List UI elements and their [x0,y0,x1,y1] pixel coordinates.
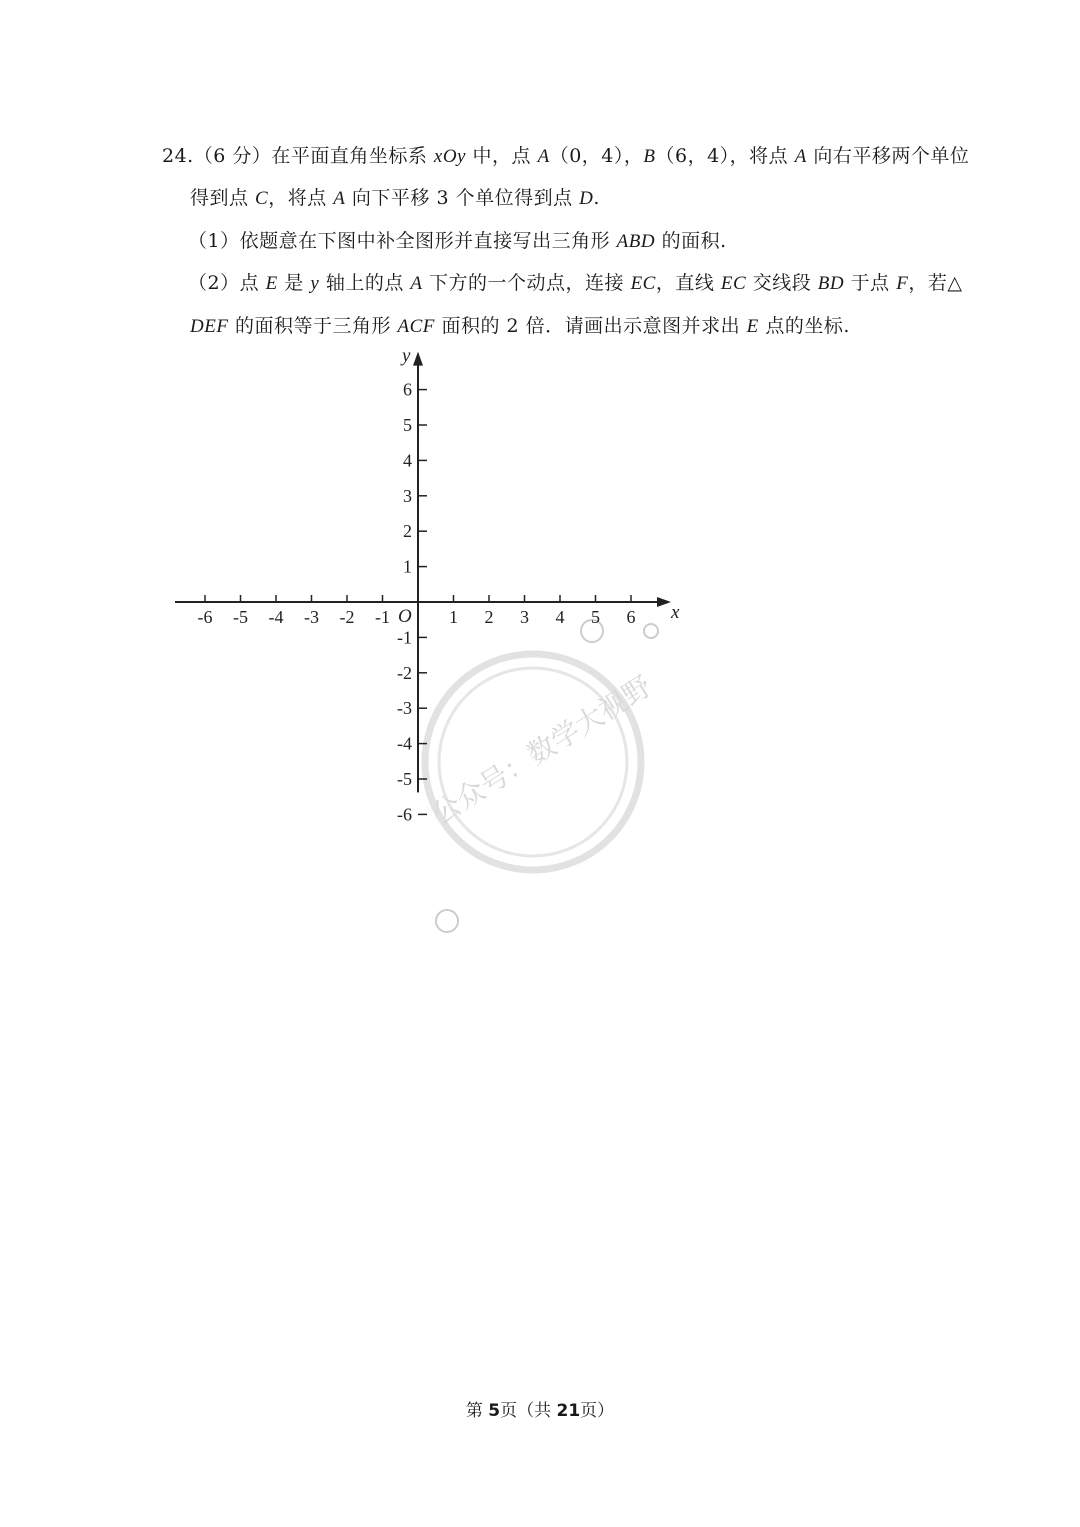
decor-circle [644,624,658,638]
triangle-abd: ABD [616,231,656,252]
part1-text: 的面积. [655,230,727,252]
stem-text: 向下平移 3 个单位得到点 [345,187,580,209]
y-axis-ref: y [310,273,320,294]
part2-text: 交线段 [746,272,818,294]
part2-text: 面积的 2 倍．请画出示意图并求出 [434,315,747,337]
x-tick-label: -2 [339,607,355,627]
x-tick-label: 5 [591,607,600,627]
x-tick-label: 1 [449,607,458,627]
y-tick-label: -2 [397,662,412,683]
x-tick-label: -3 [304,607,319,627]
part1-text: （1）依题意在下图中补全图形并直接写出三角形 [188,230,617,252]
segment-bd: BD [817,273,845,294]
y-tick-label: 1 [403,556,412,577]
part2-text: 是 [277,272,311,294]
problem-number: 24. [162,145,194,167]
stem-text: 得到点 [190,187,256,209]
segment-ec: EC [630,273,656,294]
part2-text: 的面积等于三角形 [228,315,398,337]
part2-text: 于点 [844,272,897,294]
part2-text: ，直线 [655,272,721,294]
point-e: E [746,316,759,337]
point-a: A [410,273,423,294]
problem-points: （6 分） [193,145,272,167]
x-tick-label: 3 [520,607,529,627]
watermark [425,620,658,932]
x-axis-label: x [671,602,680,623]
footer-text: 页） [580,1401,615,1421]
point-b: B [643,146,656,167]
point-d: D [579,188,594,209]
y-axis-arrow [413,352,423,366]
line-ec: EC [720,273,747,294]
y-tick-label: 2 [403,521,412,542]
origin-label: O [398,606,412,627]
y-tick-label: -5 [397,769,412,789]
decor-circle [436,910,458,932]
x-tick-label: 2 [484,607,494,627]
stem-text: （6，4），将点 [655,145,795,167]
y-tick-label: -4 [397,733,412,754]
part2-text: （2）点 [188,272,266,294]
page-total: 21 [556,1401,581,1421]
part2-text: ，若△ [908,272,963,294]
point-c: C [255,188,269,209]
y-tick-label: 4 [403,450,412,471]
footer-text: 页（共 [500,1401,557,1421]
part2-text: 点的坐标. [758,315,850,337]
y-tick-label: -6 [397,804,412,825]
stem-text: 在平面直角坐标系 [271,145,434,167]
y-tick-label: 6 [403,379,412,400]
stem-text: 向右平移两个单位 [806,145,970,167]
part2-text: 下方的一个动点，连接 [422,272,631,294]
stem-text: ，将点 [268,187,334,209]
point-a: A [794,146,807,167]
part2-text: 轴上的点 [319,272,411,294]
point-a: A [333,188,346,209]
triangle-def: DEF [190,316,229,337]
y-axis-label: y [402,345,411,367]
point-e: E [265,273,278,294]
y-tick-label: -1 [397,627,412,648]
watermark-text: 公众号：数学大视野 [426,669,658,831]
y-tick-label: 3 [403,485,412,506]
x-tick-label: -6 [197,607,213,627]
stem-text: （0，4）， [549,145,644,167]
x-tick-label: -5 [233,607,248,627]
x-tick-label: -4 [268,607,284,627]
x-tick-label: -1 [375,607,390,627]
point-a: A [537,146,550,167]
page-footer [0,1396,1080,1421]
stem-text: 中，点 [466,145,538,167]
y-tick-label: -3 [397,698,412,719]
point-f: F [896,273,909,294]
page-number: 5 [488,1401,501,1421]
coord-system: xOy [433,146,466,167]
stem-text: . [593,187,600,209]
x-axis-arrow [657,597,671,607]
y-tick-label: 5 [403,415,412,435]
triangle-acf: ACF [397,316,435,337]
x-tick-label: 4 [555,607,565,627]
footer-text: 第 [465,1401,489,1421]
x-tick-label: 6 [626,607,636,627]
